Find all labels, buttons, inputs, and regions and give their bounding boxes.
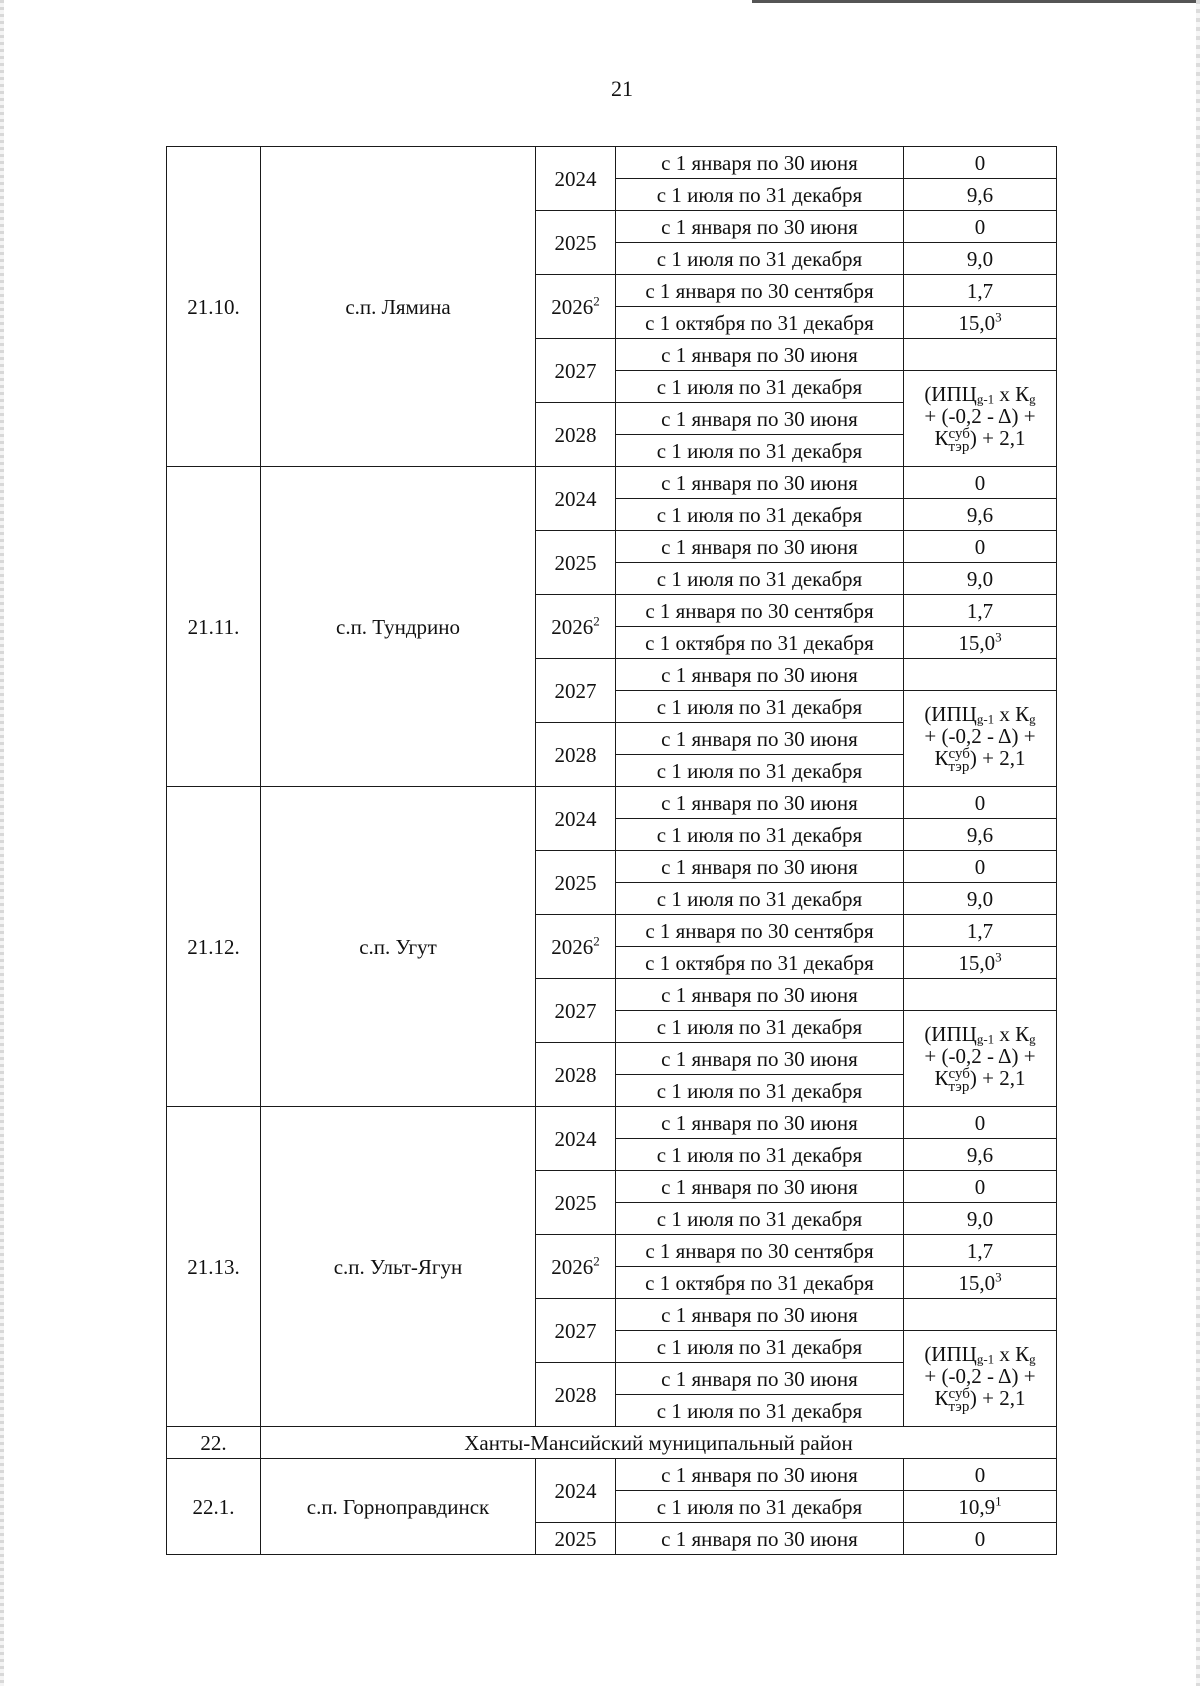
formula-line-1 [904,703,1056,725]
year-cell: 2028 [536,723,616,787]
year-cell: 2024 [536,1107,616,1171]
period-cell: с 1 января по 30 июня [616,787,904,819]
value-cell: 0 [904,1523,1057,1555]
period-cell: с 1 января по 30 июня [616,147,904,179]
period-cell: с 1 июля по 31 декабря [616,691,904,723]
formula-line-3 [904,1067,1056,1093]
formula-ipc-index: g-1 [976,1031,995,1047]
formula-k-sub: К [934,1066,949,1091]
formula-k-sub-index: тэр [948,438,970,455]
period-cell: с 1 января по 30 июня [616,531,904,563]
value-2026-b: 15,0 [958,310,996,335]
formula-cell [904,371,1057,467]
period-cell: с 1 января по 30 июня [616,1171,904,1203]
scan-edge-right [1196,0,1200,1686]
formula-cell [904,1011,1057,1107]
year-cell: 2027 [536,339,616,403]
value-cell [904,627,1057,659]
formula-k-sub: К [934,1386,949,1411]
formula-line-2 [904,1045,1056,1067]
formula-k-index: g [1029,391,1036,407]
formula-k-indices [948,425,970,455]
formula-k-indices [948,1065,970,1095]
period-cell: с 1 января по 30 сентября [616,915,904,947]
period-cell: с 1 июля по 31 декабря [616,1331,904,1363]
year-2026: 2026 [551,614,594,639]
formula-k: х К [994,702,1030,727]
formula-line-2 [904,1365,1056,1387]
footnote-mark: 2 [593,933,600,949]
formula-delta: + (-0,2 - Δ) + [924,1364,1036,1389]
period-cell: с 1 октября по 31 декабря [616,627,904,659]
period-cell: с 1 июля по 31 декабря [616,819,904,851]
period-cell: с 1 января по 30 сентября [616,1235,904,1267]
formula-ipc: (ИПЦ [924,382,977,407]
period-cell: с 1 июля по 31 декабря [616,1395,904,1427]
value-cell: 9,6 [904,819,1057,851]
table-row [167,1459,1057,1491]
formula-k: х К [994,1342,1030,1367]
year-cell: 2028 [536,403,616,467]
value-cell: 9,0 [904,243,1057,275]
year-cell: 2027 [536,979,616,1043]
formula-k: х К [994,1022,1030,1047]
footnote-mark: 3 [995,629,1002,645]
formula-ipc-index: g-1 [976,1351,995,1367]
value-cell [904,1267,1057,1299]
value-cell: 1,7 [904,1235,1057,1267]
footnote-mark: 2 [593,1253,600,1269]
value-cell: 9,6 [904,1139,1057,1171]
period-cell: с 1 октября по 31 декабря [616,307,904,339]
formula-k-sub-index: тэр [948,758,970,775]
formula-ipc: (ИПЦ [924,1022,977,1047]
formula-line-3 [904,1387,1056,1413]
value-cell: 1,7 [904,275,1057,307]
period-cell: с 1 января по 30 июня [616,723,904,755]
settlement-name: с.п. Горноправдинск [261,1459,536,1555]
period-cell: с 1 июля по 31 декабря [616,243,904,275]
value-cell: 9,0 [904,563,1057,595]
period-cell: с 1 июля по 31 декабря [616,435,904,467]
settlement-name: с.п. Угут [261,787,536,1107]
formula-cell [904,691,1057,787]
formula-line-1 [904,1343,1056,1365]
settlement-number: 22.1. [167,1459,261,1555]
formula-delta: + (-0,2 - Δ) + [924,404,1036,429]
value-cell [904,947,1057,979]
table-row [167,787,1057,819]
period-cell: с 1 июля по 31 декабря [616,1011,904,1043]
table-row [167,147,1057,179]
value-cell-empty [904,659,1057,691]
value-cell-empty [904,1299,1057,1331]
period-cell: с 1 января по 30 июня [616,851,904,883]
page-number: 21 [611,76,633,101]
year-cell: 2024 [536,467,616,531]
period-cell: с 1 июля по 31 декабря [616,1139,904,1171]
formula-k-sub: К [934,426,949,451]
value-cell: 0 [904,1107,1057,1139]
year-cell: 2024 [536,787,616,851]
value-cell: 1,7 [904,595,1057,627]
formula-tail: ) + 2,1 [969,426,1026,451]
formula-k-sub-index: тэр [948,1078,970,1095]
year-cell [536,595,616,659]
formula-line-1 [904,1023,1056,1045]
value-cell: 1,7 [904,915,1057,947]
year-cell [536,275,616,339]
scan-edge-left [0,0,4,1686]
formula-tail: ) + 2,1 [969,1386,1026,1411]
period-cell: с 1 января по 30 июня [616,467,904,499]
year-cell: 2025 [536,211,616,275]
period-cell: с 1 января по 30 июня [616,1363,904,1395]
formula-ipc: (ИПЦ [924,1342,977,1367]
footnote-mark: 3 [995,949,1002,965]
footnote-mark: 2 [593,293,600,309]
tariff-table [166,146,1057,1555]
formula-line-2 [904,405,1056,427]
formula-k-index: g [1029,711,1036,727]
period-cell: с 1 января по 30 июня [616,339,904,371]
period-cell: с 1 июля по 31 декабря [616,563,904,595]
year-cell [536,915,616,979]
year-cell: 2025 [536,1523,616,1555]
settlement-number: 21.12. [167,787,261,1107]
year-2026: 2026 [551,1254,594,1279]
formula-line-2 [904,725,1056,747]
formula-k-sup: суб [948,425,970,442]
settlement-number: 21.13. [167,1107,261,1427]
period-cell: с 1 января по 30 июня [616,1523,904,1555]
scan-edge-top [752,0,1200,3]
formula-line-3 [904,747,1056,773]
district-row [167,1427,1057,1459]
settlement-name: с.п. Тундрино [261,467,536,787]
formula-ipc-index: g-1 [976,711,995,727]
year-cell: 2025 [536,851,616,915]
settlement-number: 21.11. [167,467,261,787]
table-row [167,467,1057,499]
formula-k-sup: суб [948,1065,970,1082]
value-cell-empty [904,979,1057,1011]
value-cell: 0 [904,851,1057,883]
footnote-mark: 1 [995,1493,1002,1509]
value-cell: 0 [904,211,1057,243]
period-cell: с 1 января по 30 сентября [616,595,904,627]
settlement-name: с.п. Ульт-Ягун [261,1107,536,1427]
year-cell: 2028 [536,1363,616,1427]
formula-tail: ) + 2,1 [969,746,1026,771]
value-cell: 0 [904,1459,1057,1491]
table-row [167,1107,1057,1139]
period-cell: с 1 июля по 31 декабря [616,1203,904,1235]
year-cell: 2024 [536,1459,616,1523]
footnote-mark: 3 [995,1269,1002,1285]
period-cell: с 1 января по 30 июня [616,659,904,691]
year-cell: 2024 [536,147,616,211]
period-cell: с 1 июля по 31 декабря [616,755,904,787]
period-cell: с 1 января по 30 июня [616,211,904,243]
period-cell: с 1 октября по 31 декабря [616,1267,904,1299]
period-cell: с 1 января по 30 июня [616,1459,904,1491]
value-2026-b: 15,0 [958,950,996,975]
year-cell: 2025 [536,531,616,595]
value-cell [904,1491,1057,1523]
formula-line-1 [904,383,1056,405]
period-cell: с 1 октября по 31 декабря [616,947,904,979]
value-cell-empty [904,339,1057,371]
formula-k-indices [948,745,970,775]
formula-ipc-index: g-1 [976,391,995,407]
year-cell: 2027 [536,1299,616,1363]
year-cell [536,1235,616,1299]
formula-tail: ) + 2,1 [969,1066,1026,1091]
value-cell: 9,6 [904,179,1057,211]
formula-cell [904,1331,1057,1427]
formula-k-index: g [1029,1031,1036,1047]
settlement-number: 21.10. [167,147,261,467]
period-cell: с 1 января по 30 июня [616,403,904,435]
period-cell: с 1 июля по 31 декабря [616,499,904,531]
year-cell: 2025 [536,1171,616,1235]
value-cell: 0 [904,787,1057,819]
value-cell: 9,6 [904,499,1057,531]
value-cell: 0 [904,147,1057,179]
period-cell: с 1 июля по 31 декабря [616,371,904,403]
value-cell: 0 [904,467,1057,499]
value-cell: 0 [904,1171,1057,1203]
district-number: 22. [167,1427,261,1459]
district-name: Ханты-Мансийский муниципальный район [261,1427,1057,1459]
formula-k-indices [948,1385,970,1415]
footnote-mark: 3 [995,309,1002,325]
formula-ipc: (ИПЦ [924,702,977,727]
footnote-mark: 2 [593,613,600,629]
formula-delta: + (-0,2 - Δ) + [924,724,1036,749]
year-2026: 2026 [551,934,594,959]
formula-k: х К [994,382,1030,407]
settlement-name: с.п. Лямина [261,147,536,467]
period-cell: с 1 января по 30 июня [616,1107,904,1139]
value-2026-b: 15,0 [958,630,996,655]
formula-delta: + (-0,2 - Δ) + [924,1044,1036,1069]
formula-k-sup: суб [948,1385,970,1402]
formula-k-sup: суб [948,745,970,762]
period-cell: с 1 июля по 31 декабря [616,1075,904,1107]
value-cell [904,307,1057,339]
period-cell: с 1 июля по 31 декабря [616,179,904,211]
period-cell: с 1 января по 30 июня [616,1299,904,1331]
value-2026-b: 15,0 [958,1270,996,1295]
year-2026: 2026 [551,294,594,319]
formula-k-sub-index: тэр [948,1398,970,1415]
formula-line-3 [904,427,1056,453]
value-2024-h2: 10,9 [958,1494,996,1519]
value-cell: 9,0 [904,883,1057,915]
period-cell: с 1 января по 30 июня [616,979,904,1011]
period-cell: с 1 января по 30 сентября [616,275,904,307]
formula-k-index: g [1029,1351,1036,1367]
value-cell: 0 [904,531,1057,563]
value-cell: 9,0 [904,1203,1057,1235]
year-cell: 2028 [536,1043,616,1107]
period-cell: с 1 января по 30 июня [616,1043,904,1075]
year-cell: 2027 [536,659,616,723]
formula-k-sub: К [934,746,949,771]
period-cell: с 1 июля по 31 декабря [616,883,904,915]
period-cell: с 1 июля по 31 декабря [616,1491,904,1523]
